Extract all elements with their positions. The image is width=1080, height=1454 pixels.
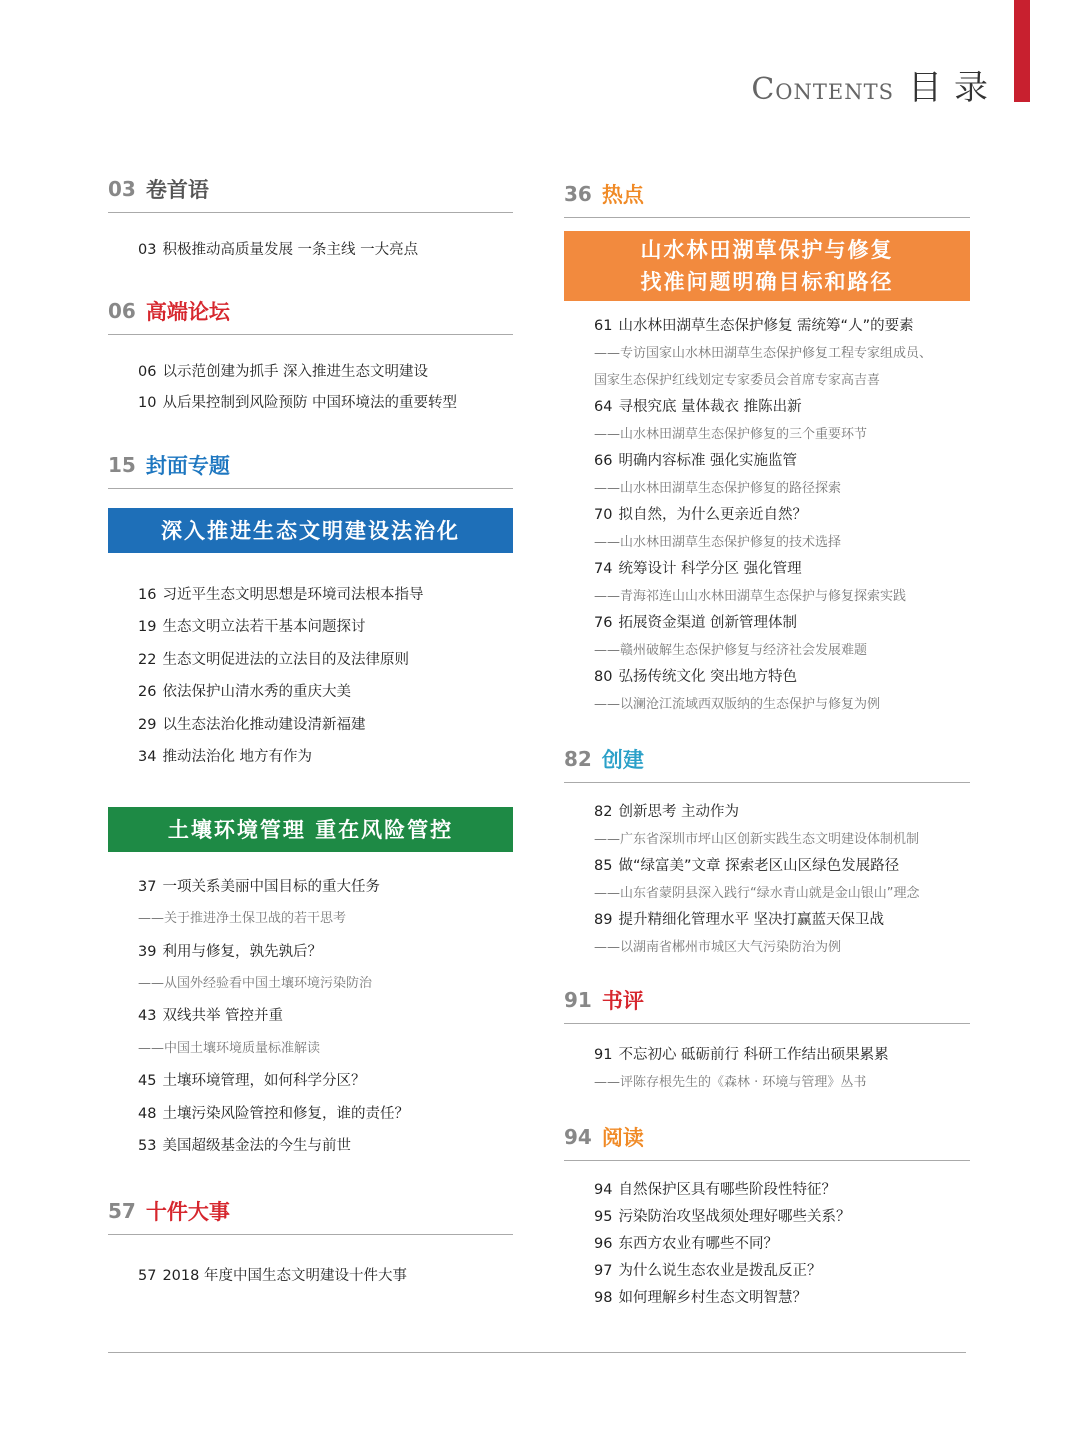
toc-entry[interactable]: 53 美国超级基金法的今生与前世 [138, 1138, 351, 1154]
toc-entry[interactable]: 95 污染防治攻坚战须处理好哪些关系？ [594, 1209, 851, 1225]
toc-entry[interactable]: 57 2018 年度中国生态文明建设十件大事 [138, 1268, 407, 1284]
toc-subtitle: ——山水林田湖草生态保护修复的技术选择 [594, 535, 842, 550]
toc-entry[interactable]: 80 弘扬传统文化 突出地方特色 [594, 669, 798, 685]
toc-entry[interactable]: 61 山水林田湖草生态保护修复 需统筹“人”的要素 [594, 318, 914, 334]
section-creation [564, 736, 970, 783]
toc-entry[interactable]: 34 推动法治化 地方有作为 [138, 749, 313, 765]
section-title: 阅读 [601, 1126, 644, 1150]
toc-entry[interactable]: 22 生态文明促进法的立法目的及法律原则 [138, 652, 409, 668]
toc-entry[interactable]: 64 寻根究底 量体裁衣 推陈出新 [594, 399, 802, 415]
section-title: 卷首语 [145, 178, 209, 202]
section-book-review [564, 977, 970, 1024]
section-number: 82 [564, 747, 592, 771]
toc-subtitle: ——以澜沧江流域西双版纳的生态保护与修复为例 [594, 697, 881, 712]
section-number: 03 [108, 177, 136, 201]
section-title: 书评 [601, 989, 644, 1013]
section-forum [108, 288, 513, 335]
toc-entry[interactable]: 45 土壤环境管理，如何科学分区？ [138, 1073, 366, 1089]
toc-entry[interactable]: 82 创新思考 主动作为 [594, 804, 740, 820]
page-header [751, 60, 1000, 109]
toc-entry[interactable]: 70 拟自然，为什么更亲近自然？ [594, 507, 807, 523]
section-number: 57 [108, 1199, 136, 1223]
toc-entry[interactable]: 89 提升精细化管理水平 坚决打赢蓝天保卫战 [594, 912, 885, 928]
toc-subtitle: ——广东省深圳市坪山区创新实践生态文明建设体制机制 [594, 832, 920, 847]
toc-entry[interactable]: 06 以示范创建为抓手 深入推进生态文明建设 [138, 364, 429, 380]
toc-entry[interactable]: 97 为什么说生态农业是拨乱反正？ [594, 1263, 822, 1279]
section-header [108, 288, 513, 335]
banner-ecological-restoration: 山水林田湖草保护与修复 找准问题明确目标和路径 [564, 231, 970, 301]
bottom-divider [108, 1352, 966, 1353]
toc-entry[interactable]: 74 统筹设计 科学分区 强化管理 [594, 561, 802, 577]
toc-subtitle: ——从国外经验看中国土壤环境污染防治 [138, 976, 373, 991]
toc-subtitle: ——青海祁连山山水林田湖草生态保护与修复探索实践 [594, 589, 907, 604]
section-hotspot [564, 171, 970, 218]
section-number: 36 [564, 182, 592, 206]
section-number: 91 [564, 988, 592, 1012]
toc-entry[interactable]: 37 一项关系美丽中国目标的重大任务 [138, 879, 380, 895]
toc-subtitle: ——中国土壤环境质量标准解读 [138, 1041, 321, 1056]
toc-subtitle: ——以湖南省郴州市城区大气污染防治为例 [594, 940, 842, 955]
contents-word: Contents [751, 72, 894, 107]
section-header [564, 736, 970, 783]
toc-entry[interactable]: 48 土壤污染风险管控和修复，谁的责任？ [138, 1106, 409, 1122]
toc-subtitle: ——山水林田湖草生态保护修复的路径探索 [594, 481, 842, 496]
toc-entry[interactable]: 43 双线共举 管控并重 [138, 1008, 284, 1024]
section-title: 十件大事 [145, 1200, 230, 1224]
section-header [108, 166, 513, 213]
toc-entry[interactable]: 66 明确内容标准 强化实施监管 [594, 453, 798, 469]
red-accent-bar [1014, 0, 1030, 102]
banner-rule-of-law: 深入推进生态文明建设法治化 [108, 508, 513, 553]
toc-entry[interactable]: 03 积极推动高质量发展 一条主线 一大亮点 [138, 242, 419, 258]
section-foreword [108, 166, 513, 213]
toc-entry[interactable]: 96 东西方农业有哪些不同？ [594, 1236, 778, 1252]
section-cover-topic [108, 442, 513, 489]
section-title: 高端论坛 [145, 300, 230, 324]
toc-subtitle: ——专访国家山水林田湖草生态保护修复工程专家组成员、 [594, 346, 933, 361]
section-header [108, 442, 513, 489]
toc-subtitle: ——赣州破解生态保护修复与经济社会发展难题 [594, 643, 868, 658]
toc-entry[interactable]: 91 不忘初心 砥砺前行 科研工作结出硕果累累 [594, 1047, 889, 1063]
toc-entry[interactable]: 29 以生态法治化推动建设清新福建 [138, 717, 366, 733]
section-header [564, 977, 970, 1024]
toc-subtitle: 国家生态保护红线划定专家委员会首席专家高吉喜 [594, 373, 881, 388]
section-title: 创建 [601, 748, 644, 772]
section-header [564, 1114, 970, 1161]
section-reading [564, 1114, 970, 1161]
toc-entry[interactable]: 85 做“绿富美”文章 探索老区山区绿色发展路径 [594, 858, 900, 874]
toc-entry[interactable]: 16 习近平生态文明思想是环境司法根本指导 [138, 587, 424, 603]
toc-entry[interactable]: 10 从后果控制到风险预防 中国环境法的重要转型 [138, 395, 458, 411]
section-number: 94 [564, 1125, 592, 1149]
toc-entry[interactable]: 98 如何理解乡村生态文明智慧？ [594, 1290, 807, 1306]
section-number: 15 [108, 453, 136, 477]
section-number: 06 [108, 299, 136, 323]
section-title: 热点 [601, 183, 644, 207]
toc-entry[interactable]: 26 依法保护山清水秀的重庆大美 [138, 684, 351, 700]
section-title: 封面专题 [145, 454, 230, 478]
section-header [108, 1188, 513, 1235]
section-header [564, 171, 970, 218]
toc-subtitle: ——评陈存根先生的《森林 · 环境与管理》丛书 [594, 1075, 867, 1090]
toc-entry[interactable]: 94 自然保护区具有哪些阶段性特征？ [594, 1182, 836, 1198]
toc-entry[interactable]: 76 拓展资金渠道 创新管理体制 [594, 615, 798, 631]
mulu-word: 目录 [908, 68, 1000, 108]
toc-subtitle: ——关于推进净土保卫战的若干思考 [138, 911, 347, 926]
toc-subtitle: ——山水林田湖草生态保护修复的三个重要环节 [594, 427, 868, 442]
section-ten-events [108, 1188, 513, 1235]
toc-subtitle: ——山东省蒙阴县深入践行“绿水青山就是金山银山”理念 [594, 886, 920, 901]
banner-soil-management: 土壤环境管理 重在风险管控 [108, 807, 513, 852]
toc-entry[interactable]: 39 利用与修复，孰先孰后？ [138, 944, 322, 960]
toc-entry[interactable]: 19 生态文明立法若干基本问题探讨 [138, 619, 366, 635]
